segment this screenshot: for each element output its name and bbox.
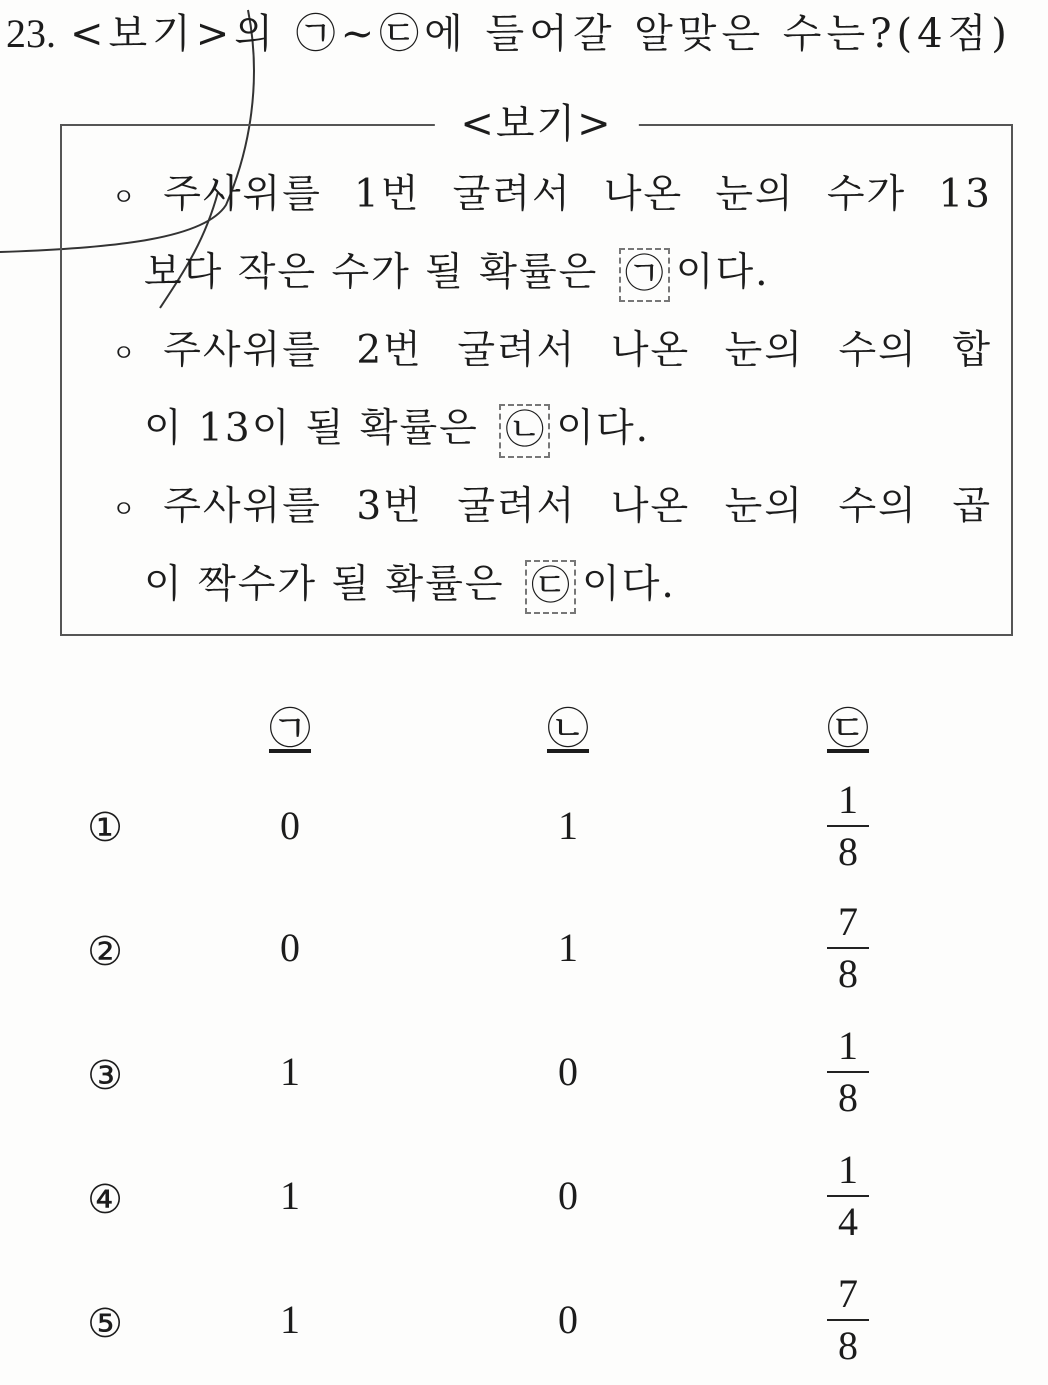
option-2-a: 0 xyxy=(280,925,300,970)
bogi-title: <보기> xyxy=(434,96,638,152)
question-header xyxy=(6,4,1036,64)
bogi-item-2-line1: ㅇ 주사위를 2번 굴려서 나온 눈의 수의 합 xyxy=(112,328,992,373)
column-header-a: ㉠ xyxy=(268,704,312,753)
option-1-label[interactable]: ① xyxy=(87,805,123,851)
blank-c: ㉢ xyxy=(525,560,576,614)
option-3-a: 1 xyxy=(280,1049,300,1094)
option-4-label[interactable]: ④ xyxy=(87,1177,123,1223)
fraction-bar xyxy=(827,1195,869,1197)
question-number: 23. xyxy=(6,11,56,56)
option-2-label[interactable]: ② xyxy=(87,929,123,975)
option-4-a: 1 xyxy=(280,1173,300,1218)
fraction-denominator: 8 xyxy=(838,951,858,996)
column-header-c: ㉢ xyxy=(826,704,870,753)
bogi-item-3-line2: 이 짝수가 될 확률은 ㉢ 이다. xyxy=(144,546,676,624)
fraction-denominator: 8 xyxy=(838,829,858,874)
option-4-b: 0 xyxy=(558,1173,578,1218)
fraction-denominator: 4 xyxy=(838,1199,858,1244)
option-3-c-fraction xyxy=(821,1023,875,1121)
fraction-numerator: 1 xyxy=(838,1147,858,1192)
fraction-bar xyxy=(827,947,869,949)
bullet-icon: ㅇ xyxy=(112,495,138,523)
column-header-b: ㉡ xyxy=(546,704,590,753)
blank-b: ㉡ xyxy=(499,404,550,458)
fraction-numerator: 1 xyxy=(838,1023,858,1068)
bogi-item-3-line1: ㅇ 주사위를 3번 굴려서 나온 눈의 수의 곱 xyxy=(112,484,992,529)
fraction-bar xyxy=(827,825,869,827)
option-5-c-fraction xyxy=(821,1271,875,1369)
option-3-b: 0 xyxy=(558,1049,578,1094)
fraction-denominator: 8 xyxy=(838,1323,858,1368)
fraction-numerator: 1 xyxy=(838,777,858,822)
fraction-denominator: 8 xyxy=(838,1075,858,1120)
option-2-c-fraction xyxy=(821,899,875,997)
fraction-numerator: 7 xyxy=(838,899,858,944)
question-text: <보기>의 ㉠~㉢에 들어갈 알맞은 수는?(4점) xyxy=(70,11,1012,57)
blank-a: ㉠ xyxy=(619,248,670,302)
option-5-b: 0 xyxy=(558,1297,578,1342)
option-3-label[interactable]: ③ xyxy=(87,1053,123,1099)
option-2-b: 1 xyxy=(558,925,578,970)
bogi-item-1-line1: ㅇ 주사위를 1번 굴려서 나온 눈의 수가 13 xyxy=(112,172,992,217)
option-1-a: 0 xyxy=(280,803,300,848)
option-5-label[interactable]: ⑤ xyxy=(87,1301,123,1347)
bullet-icon: ㅇ xyxy=(112,183,138,211)
bogi-box xyxy=(60,101,1013,636)
option-1-c-fraction xyxy=(821,777,875,875)
fraction-bar xyxy=(827,1319,869,1321)
bogi-item-1-line2: 보다 작은 수가 될 확률은 ㉠ 이다. xyxy=(144,234,770,312)
bullet-icon: ㅇ xyxy=(112,339,138,367)
fraction-numerator: 7 xyxy=(838,1271,858,1316)
option-1-b: 1 xyxy=(558,803,578,848)
option-4-c-fraction xyxy=(821,1147,875,1245)
bogi-item-2-line2: 이 13이 될 확률은 ㉡ 이다. xyxy=(144,390,650,468)
fraction-bar xyxy=(827,1071,869,1073)
option-5-a: 1 xyxy=(280,1297,300,1342)
